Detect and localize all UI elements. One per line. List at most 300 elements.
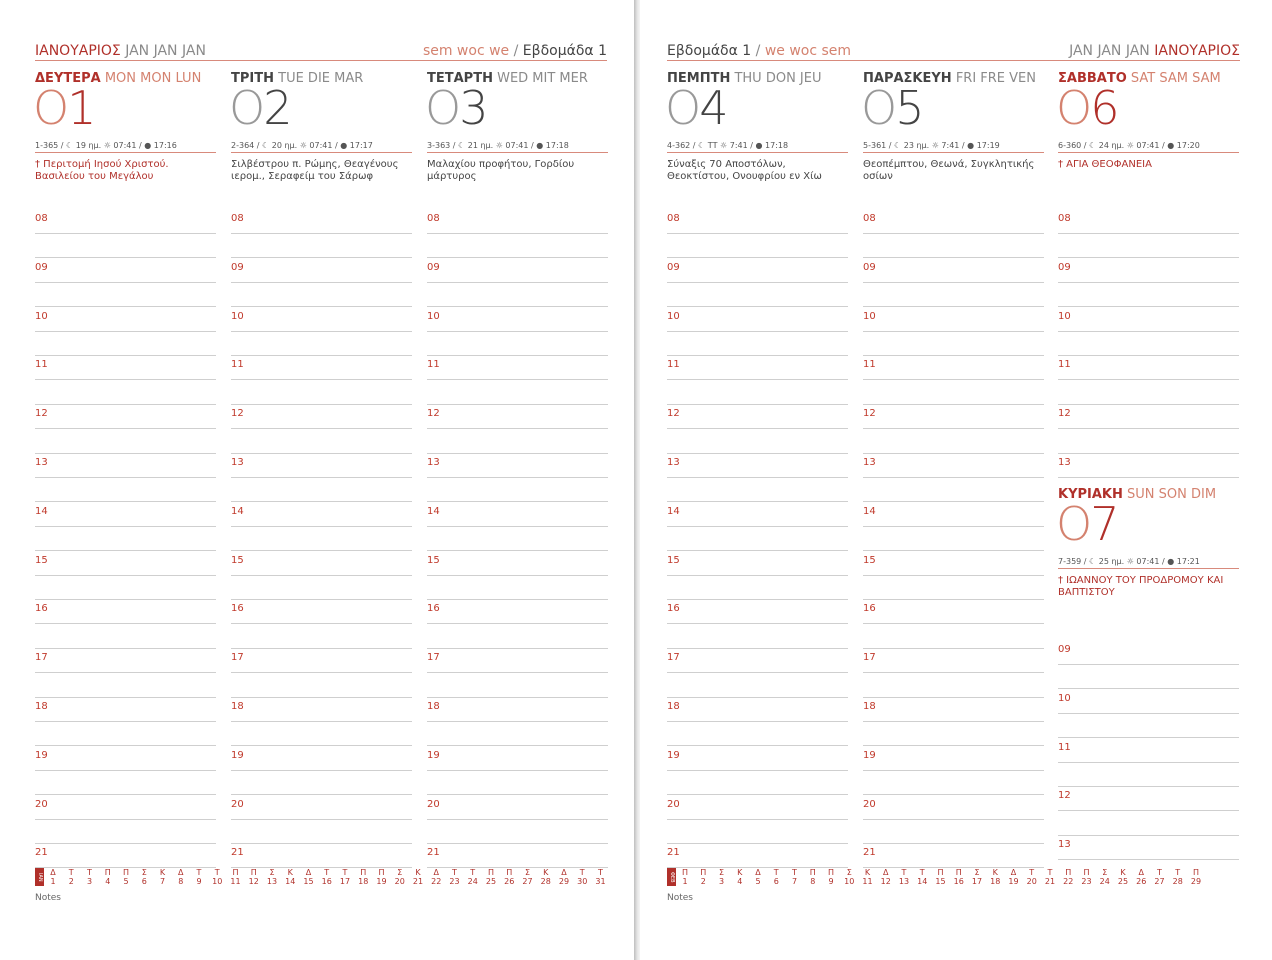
half-hour-line[interactable] [231,282,412,307]
half-hour-line[interactable] [1058,762,1239,787]
hour-slot[interactable] [35,648,216,673]
hour-slot[interactable] [863,697,1044,722]
calendar-day[interactable]: Σ 3 [718,868,725,886]
day-info: 4-362 / ☾ ΤΤ ☼ 7:41 / ● 17:18 [667,140,848,153]
hour-slot[interactable] [863,209,1044,234]
hour-label: 08 [1058,213,1071,224]
hour-label: 16 [427,603,440,615]
hour-slot[interactable] [427,209,608,234]
calendar-day[interactable]: Τ 2 [68,868,74,886]
hour-slot[interactable] [35,843,216,868]
hour-label: 11 [427,359,440,371]
calendar-day[interactable]: Κ 14 [285,868,296,886]
hour-slot[interactable] [667,355,848,380]
hour-slot[interactable] [231,502,412,527]
half-hour-line[interactable] [35,282,216,307]
day-name: ΚΥΡΙΑΚΗ SUN SON DIM [1058,487,1217,502]
half-hour-line[interactable] [667,526,848,551]
calendar-day[interactable]: Κ 21 [412,868,424,886]
half-hour-line[interactable] [667,721,848,746]
hour-slot[interactable] [863,355,1044,380]
half-hour-line[interactable] [231,331,412,356]
hour-slot[interactable] [1058,355,1239,380]
half-hour-line[interactable] [667,380,848,405]
half-hour-line[interactable] [35,429,216,454]
calendar-day[interactable]: Δ 26 [1136,868,1147,886]
half-hour-line[interactable] [35,819,216,844]
hour-label: 20 [427,798,440,810]
calendar-day[interactable]: Τ 21 [1044,868,1056,886]
hour-label: 12 [35,408,48,420]
day-name: ΤΡΙΤΗ TUE DIE MAR [231,71,364,86]
hour-slot[interactable] [863,258,1044,283]
calendar-day[interactable]: Π 15 [935,868,946,886]
calendar-day[interactable]: Π 11 [230,868,241,886]
day-number: O6 [1056,81,1118,135]
saint-text: Μαλαχίου προφήτου, Γορδίου μάρτυρος [427,159,575,182]
hour-label: 15 [35,554,48,566]
day-number: O4 [665,81,727,135]
hour-slot[interactable] [427,795,608,820]
hour-slot[interactable] [35,355,216,380]
calendar-day[interactable]: Π 29 [1190,868,1202,886]
half-hour-line[interactable] [863,819,1044,844]
half-hour-line[interactable] [231,429,412,454]
hour-label: 13 [35,457,48,468]
hour-slot[interactable] [35,258,216,283]
hour-slot[interactable] [231,453,412,478]
hour-slot[interactable] [231,697,412,722]
calendar-day[interactable]: Κ 11 [862,868,873,886]
half-hour-line[interactable] [231,673,412,698]
hour-label: 19 [231,749,244,761]
hour-slot[interactable] [667,258,848,283]
hour-slot[interactable] [231,404,412,429]
half-hour-line[interactable] [427,673,608,698]
hour-label: 20 [667,798,680,810]
calendar-day[interactable]: Τ 17 [339,868,351,886]
month-strip [667,868,1240,888]
half-hour-line[interactable] [35,331,216,356]
hour-slot[interactable] [427,843,608,868]
hour-label: 10 [1058,310,1071,322]
hour-label: 18 [427,701,440,712]
half-hour-line[interactable] [667,429,848,454]
calendar-day[interactable]: Π 2 [700,868,707,886]
day-name: ΠΕΜΠΤΗ THU DON JEU [667,71,822,86]
calendar-day[interactable]: Κ 18 [990,868,1001,886]
calendar-day[interactable]: Τ 14 [917,868,928,886]
day-info: 5-361 / ☾ 23 ημ. ☼ 7:41 / ● 17:19 [863,140,1044,153]
half-hour-line[interactable] [231,526,412,551]
hour-slot[interactable] [667,795,848,820]
half-hour-line[interactable] [35,380,216,405]
header-month-alt: JAN JAN JAN [125,43,206,59]
half-hour-line[interactable] [35,673,216,698]
calendar-day[interactable]: Π 12 [248,868,259,886]
hour-slot[interactable] [427,258,608,283]
half-hour-line[interactable] [667,770,848,795]
hour-slot[interactable] [427,599,608,624]
hour-slot[interactable] [863,843,1044,868]
half-hour-line[interactable] [427,721,608,746]
hour-label: 12 [667,408,680,420]
hour-label: 10 [667,310,680,322]
hour-slot[interactable] [35,795,216,820]
half-hour-line[interactable] [863,477,1044,502]
half-hour-line[interactable] [35,477,216,502]
hour-label: 18 [35,701,48,712]
hour-label: 13 [1058,457,1071,468]
hour-slot[interactable] [35,502,216,527]
month-tag: ΙΑΝ [35,868,44,886]
calendar-day[interactable]: Κ 7 [159,868,166,886]
half-hour-line[interactable] [35,575,216,600]
half-hour-line[interactable] [35,233,216,258]
hour-label: 08 [427,213,440,224]
half-hour-line[interactable] [1058,331,1239,356]
half-hour-line[interactable] [231,233,412,258]
hour-slot[interactable] [667,502,848,527]
hour-label: 08 [667,213,680,224]
calendar-day[interactable]: Π 1 [681,868,688,886]
half-hour-line[interactable] [667,233,848,258]
calendar-day[interactable]: Τ 28 [1172,868,1183,886]
half-hour-line[interactable] [863,526,1044,551]
hour-slot[interactable] [667,843,848,868]
calendar-day[interactable]: Δ 12 [880,868,891,886]
calendar-day[interactable]: Δ 29 [558,868,570,886]
hour-slot[interactable] [1058,258,1239,283]
calendar-day[interactable]: Δ 22 [431,868,442,886]
calendar-day[interactable]: Δ 8 [178,868,184,886]
half-hour-line[interactable] [1058,811,1239,836]
calendar-day[interactable]: Τ 3 [86,868,93,886]
half-hour-line[interactable] [667,673,848,698]
half-hour-line[interactable] [231,819,412,844]
half-hour-line[interactable] [863,624,1044,649]
hour-label: 12 [427,408,440,420]
calendar-day[interactable]: Κ 28 [540,868,551,886]
hour-label: 13 [863,457,876,468]
half-hour-line[interactable] [863,770,1044,795]
hour-slot[interactable] [667,307,848,332]
saint-text: Θεοπέμπτου, Θεωνά, Συγκλητικής οσίων [863,159,1035,182]
calendar-day[interactable]: Τ 31 [595,868,606,886]
half-hour-line[interactable] [427,282,608,307]
calendar-day[interactable]: Π 18 [358,868,369,886]
calendar-day[interactable]: Δ 19 [1008,868,1019,886]
hour-slot[interactable] [667,209,848,234]
hour-slot[interactable] [35,404,216,429]
calendar-day[interactable]: Σ 17 [971,868,983,886]
hour-slot[interactable] [231,599,412,624]
calendar-day[interactable]: Σ 6 [141,868,147,886]
half-hour-line[interactable] [863,331,1044,356]
left-header: ΙΑΝΟΥΑΡΙΟΣ JAN JAN JAN sem woc we / Εβδομάδα 1 [35,43,607,59]
hour-slot[interactable] [1058,640,1239,665]
hour-slot[interactable] [35,209,216,234]
hour-label: 08 [231,213,244,224]
notes-label: Notes [35,893,61,903]
hour-slot[interactable] [427,453,608,478]
hour-slot[interactable] [35,746,216,771]
half-hour-line[interactable] [863,673,1044,698]
day-number: O7 [1056,497,1118,551]
calendar-day[interactable]: Τ 13 [898,868,910,886]
calendar-day[interactable]: Π 25 [485,868,497,886]
calendar-day[interactable]: Π 23 [1081,868,1092,886]
half-hour-line[interactable] [863,233,1044,258]
calendar-day[interactable]: Π 4 [104,868,111,886]
hour-slot[interactable] [427,551,608,576]
hour-label: 14 [231,505,244,517]
day-number: O5 [861,81,923,135]
half-hour-line[interactable] [1058,664,1239,689]
hour-slot[interactable] [35,453,216,478]
hour-slot[interactable] [863,746,1044,771]
half-hour-line[interactable] [427,380,608,405]
half-hour-line[interactable] [427,819,608,844]
half-hour-line[interactable] [863,721,1044,746]
hour-label: 19 [427,749,440,761]
calendar-day[interactable]: Κ 4 [737,868,743,886]
half-hour-line[interactable] [427,526,608,551]
hour-slot[interactable] [1058,453,1239,478]
half-hour-line[interactable] [35,624,216,649]
calendar-day[interactable]: Δ 15 [303,868,314,886]
hour-label: 18 [667,701,680,712]
calendar-day[interactable]: Σ 24 [1099,868,1110,886]
hour-label: 20 [231,798,244,810]
hour-label: 17 [231,652,244,664]
hour-slot[interactable] [35,551,216,576]
calendar-day[interactable]: Π 19 [376,868,387,886]
calendar-day[interactable]: Σ 27 [522,868,533,886]
hour-slot[interactable] [667,599,848,624]
hour-slot[interactable] [231,551,412,576]
half-hour-line[interactable] [667,477,848,502]
calendar-day[interactable]: Τ 23 [449,868,460,886]
saint-text: † Περιτομή Ιησού Χριστού. Βασιλείου του Μεγάλου [35,159,169,182]
header-month: ΙΑΝΟΥΑΡΙΟΣ [35,43,121,59]
half-hour-line[interactable] [427,770,608,795]
hour-slot[interactable] [1058,835,1239,860]
day-info: 7-359 / ☾ 25 ημ. ☼ 07:41 / ● 17:21 [1058,556,1239,569]
hour-slot[interactable] [231,746,412,771]
half-hour-line[interactable] [863,380,1044,405]
half-hour-line[interactable] [1058,429,1239,454]
calendar-day[interactable]: Τ 9 [196,868,202,886]
calendar-day[interactable]: Σ 20 [394,868,405,886]
hour-slot[interactable] [427,502,608,527]
half-hour-line[interactable] [667,282,848,307]
hour-slot[interactable] [863,599,1044,624]
hour-slot[interactable] [667,746,848,771]
hour-slot[interactable] [667,648,848,673]
hour-label: 20 [863,798,876,810]
hour-slot[interactable] [427,307,608,332]
hour-slot[interactable] [667,404,848,429]
calendar-day[interactable]: Τ 10 [212,868,223,886]
hour-slot[interactable] [1058,786,1239,811]
hour-slot[interactable] [1058,307,1239,332]
hour-label: 10 [427,310,440,322]
saint-text: † ΙΩΑΝΝΟΥ ΤΟΥ ΠΡΟΔΡΟΜΟΥ ΚΑΙ ΒΑΠΤΙΣΤΟΥ [1058,575,1224,598]
hour-label: 12 [1058,408,1071,420]
half-hour-line[interactable] [863,282,1044,307]
calendar-day[interactable]: Π 26 [504,868,515,886]
hour-label: 13 [231,457,244,468]
hour-slot[interactable] [863,648,1044,673]
day-info: 3-363 / ☾ 21 ημ. ☼ 07:41 / ● 17:18 [427,140,608,153]
hour-label: 09 [1058,644,1071,655]
calendar-day[interactable]: Π 22 [1063,868,1074,886]
hour-slot[interactable] [863,551,1044,576]
half-hour-line[interactable] [667,575,848,600]
hour-label: 16 [35,603,48,615]
half-hour-line[interactable] [231,380,412,405]
day-info: 2-364 / ☾ 20 ημ. ☼ 07:41 / ● 17:17 [231,140,412,153]
hour-label: 18 [863,701,876,712]
half-hour-line[interactable] [231,624,412,649]
hour-slot[interactable] [231,843,412,868]
calendar-day[interactable]: Κ 25 [1117,868,1129,886]
hour-slot[interactable] [35,697,216,722]
calendar-day[interactable]: Π 16 [953,868,964,886]
half-hour-line[interactable] [427,624,608,649]
day-name: ΠΑΡΑΣΚΕΥΗ FRI FRE VEN [863,71,1036,86]
calendar-day[interactable]: Π 9 [827,868,834,886]
half-hour-line[interactable] [35,721,216,746]
hour-slot[interactable] [231,209,412,234]
hour-label: 15 [231,554,244,566]
calendar-day[interactable]: Τ 7 [791,868,798,886]
hour-label: 21 [231,847,244,859]
half-hour-line[interactable] [667,624,848,649]
hour-label: 08 [35,213,48,224]
calendar-day[interactable]: Τ 27 [1154,868,1165,886]
calendar-day[interactable]: Σ 10 [844,868,855,886]
half-hour-line[interactable] [427,575,608,600]
hour-slot[interactable] [427,746,608,771]
hour-slot[interactable] [1058,209,1239,234]
half-hour-line[interactable] [863,575,1044,600]
day-number: O1 [33,81,95,135]
half-hour-line[interactable] [1058,233,1239,258]
half-hour-line[interactable] [427,331,608,356]
hour-label: 21 [35,847,48,859]
hour-label: 14 [667,505,680,517]
hour-slot[interactable] [667,551,848,576]
calendar-day[interactable]: Δ 5 [755,868,761,886]
half-hour-line[interactable] [1058,380,1239,405]
hour-label: 09 [35,261,48,273]
half-hour-line[interactable] [1058,282,1239,307]
header-week: Εβδομάδα 1 [522,43,607,59]
calendar-day[interactable]: Τ 16 [321,868,332,886]
hour-slot[interactable] [863,795,1044,820]
calendar-day[interactable]: Τ 20 [1026,868,1037,886]
half-hour-line[interactable] [863,429,1044,454]
half-hour-line[interactable] [231,770,412,795]
half-hour-line[interactable] [231,575,412,600]
calendar-day[interactable]: Π 8 [809,868,816,886]
calendar-day[interactable]: Τ 24 [467,868,478,886]
hour-label: 09 [863,261,876,273]
half-hour-line[interactable] [35,770,216,795]
header-week: Εβδομάδα 1 [667,43,752,59]
half-hour-line[interactable] [231,721,412,746]
half-hour-line[interactable] [667,331,848,356]
calendar-day[interactable]: Τ 30 [577,868,588,886]
hour-slot[interactable] [35,307,216,332]
hour-label: 19 [35,749,48,761]
hour-slot[interactable] [1058,689,1239,714]
hour-slot[interactable] [863,404,1044,429]
hour-label: 10 [863,310,876,322]
hour-label: 16 [667,603,680,615]
hour-label: 19 [667,749,680,761]
hour-label: 11 [231,359,244,371]
half-hour-line[interactable] [35,526,216,551]
hour-slot[interactable] [1058,404,1239,429]
hour-slot[interactable] [863,453,1044,478]
header-month-alt: JAN JAN JAN [1069,43,1150,59]
day-number: O3 [425,81,487,135]
hour-slot[interactable] [35,599,216,624]
half-hour-line[interactable] [231,477,412,502]
calendar-day[interactable]: Σ 13 [266,868,278,886]
hour-slot[interactable] [427,404,608,429]
half-hour-line[interactable] [427,429,608,454]
hour-slot[interactable] [427,648,608,673]
hour-slot[interactable] [427,355,608,380]
hour-slot[interactable] [231,355,412,380]
calendar-day[interactable]: Δ 1 [50,868,56,886]
right-page [640,0,1272,960]
half-hour-line[interactable] [427,477,608,502]
hour-slot[interactable] [231,258,412,283]
half-hour-line[interactable] [667,819,848,844]
half-hour-line[interactable] [1058,713,1239,738]
hour-label: 20 [35,798,48,810]
hour-label: 17 [35,652,48,664]
saint-text: † ΑΓΙΑ ΘΕΟΦΑΝΕΙΑ [1058,159,1152,170]
hour-slot[interactable] [667,453,848,478]
hour-label: 11 [863,359,876,371]
hour-slot[interactable] [231,307,412,332]
hour-label: 17 [427,652,440,664]
hour-label: 10 [1058,692,1071,704]
hour-label: 17 [863,652,876,664]
hour-label: 15 [427,554,440,566]
half-hour-line[interactable] [427,233,608,258]
hour-slot[interactable] [1058,738,1239,763]
hour-label: 14 [35,505,48,517]
hour-slot[interactable] [427,697,608,722]
hour-label: 13 [1058,839,1071,851]
hour-slot[interactable] [863,307,1044,332]
day-name: ΤΕΤΑΡΤΗ WED MIT MER [427,71,588,86]
calendar-day[interactable]: Τ 6 [773,868,779,886]
header-week-alt: sem woc we [422,43,510,59]
hour-slot[interactable] [231,795,412,820]
hour-slot[interactable] [863,502,1044,527]
calendar-day[interactable]: Π 5 [122,868,129,886]
hour-slot[interactable] [667,697,848,722]
hour-slot[interactable] [231,648,412,673]
